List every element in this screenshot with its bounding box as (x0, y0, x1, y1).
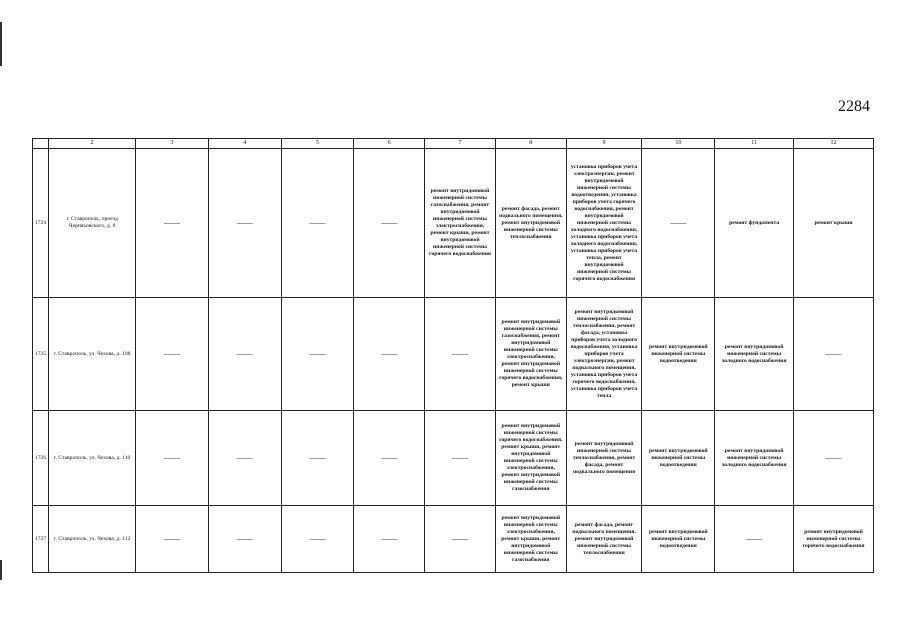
column-header: 2 (49, 139, 136, 149)
work-cell: ремонт внутридомовой инженерной системы холодного водоснабжения (715, 411, 794, 506)
address-cell: г. Ставрополь, проезд Черняховского, д. 8 (49, 149, 136, 298)
dash-cell (354, 298, 425, 411)
column-header: 5 (281, 139, 354, 149)
dash-mark: —— (163, 452, 180, 462)
column-header: 12 (794, 139, 874, 149)
column-header: 10 (642, 139, 715, 149)
dash-mark: —— (163, 533, 180, 543)
dash-cell (354, 506, 425, 573)
column-header: 4 (208, 139, 281, 149)
dash-cell (208, 411, 281, 506)
row-number: 1724 (33, 149, 49, 298)
column-header: 7 (425, 139, 496, 149)
dash-cell (281, 298, 354, 411)
column-number-row (33, 139, 874, 149)
dash-cell (281, 411, 354, 506)
column-header: 8 (495, 139, 566, 149)
address-cell: г. Ставрополь, ул. Чехова, д. 110 (49, 411, 136, 506)
dash-cell (715, 506, 794, 573)
work-cell: ремонт внутридомовой инженерной системы горячего водоснабжения, ремонт крыши, ремонт внутридомовой инженерной системы электроснабжения, ремонт внутридомовой инженерной системы газоснабжения (495, 411, 566, 506)
table-row (33, 411, 874, 506)
dash-cell (425, 411, 496, 506)
dash-mark: —— (452, 348, 469, 358)
dash-cell (136, 411, 209, 506)
scan-edge-mark (0, 560, 2, 580)
dash-cell (136, 149, 209, 298)
dash-mark: —— (236, 533, 253, 543)
row-number: 1726 (33, 411, 49, 506)
work-cell: ремонт крыши (794, 149, 874, 298)
work-cell: ремонт фундамента (715, 149, 794, 298)
dash-cell (354, 411, 425, 506)
dash-mark: —— (452, 533, 469, 543)
dash-mark: —— (452, 452, 469, 462)
dash-cell (794, 411, 874, 506)
dash-mark: —— (746, 533, 763, 543)
dash-mark: —— (825, 452, 842, 462)
address-cell: г. Ставрополь, ул. Чехова, д. 112 (49, 506, 136, 573)
dash-mark: —— (309, 533, 326, 543)
dash-mark: —— (381, 533, 398, 543)
dash-mark: —— (670, 217, 687, 227)
dash-cell (208, 298, 281, 411)
page-number: 2284 (838, 98, 870, 115)
dash-cell (208, 149, 281, 298)
column-header (33, 139, 49, 149)
dash-mark: —— (236, 348, 253, 358)
work-cell: установка приборов учета электроэнергии, ремонт внутридомовой инженерной системы водоотведения, установка приборов учета горячего водоснабжения, ремонт внутридомовой инженерной системы холодного водоснабжения, установка приборов учета холодного водоснабжения, установка приборов учета тепла, ремонт внутридомовой инженерной системы горячего водоснабжения (566, 149, 642, 298)
dash-cell (136, 506, 209, 573)
dash-mark: —— (163, 217, 180, 227)
dash-mark: —— (381, 217, 398, 227)
dash-cell (281, 149, 354, 298)
dash-cell (794, 298, 874, 411)
dash-mark: —— (381, 348, 398, 358)
dash-mark: —— (309, 217, 326, 227)
dash-cell (136, 298, 209, 411)
table-row (33, 149, 874, 298)
table-row (33, 298, 874, 411)
dash-mark: —— (381, 452, 398, 462)
dash-cell (642, 149, 715, 298)
work-cell: ремонт внутридомовой инженерной системы электроснабжения, ремонт крыши, ремонт внутридомовой инженерной системы газоснабжения (495, 506, 566, 573)
dash-mark: —— (309, 348, 326, 358)
scan-edge-mark (0, 22, 2, 66)
work-cell: ремонт внутридомовой инженерной системы водоотведения (642, 411, 715, 506)
repair-schedule-table (32, 138, 874, 573)
work-cell: ремонт внутридомовой инженерной системы холодного водоснабжения (715, 298, 794, 411)
work-cell: ремонт внутридомовой инженерной системы водоотведения (642, 298, 715, 411)
dash-mark: —— (236, 452, 253, 462)
dash-cell (281, 506, 354, 573)
address-cell: г. Ставрополь, ул. Чехова, д. 108 (49, 298, 136, 411)
dash-mark: —— (236, 217, 253, 227)
dash-mark: —— (825, 348, 842, 358)
work-cell: ремонт внутридомовой инженерной системы теплоснабжения, ремонт фасада, установка приборов учета холодного водоснабжения, установка приборов учета электроэнергии, ремонт подвального помещения, установка приборов учета горячего водоснабжения, установка приборов учета тепла (566, 298, 642, 411)
column-header: 11 (715, 139, 794, 149)
work-cell: ремонт внутридомовой инженерной системы теплоснабжения, ремонт фасада, ремонт подвального помещения (566, 411, 642, 506)
dash-cell (208, 506, 281, 573)
work-cell: ремонт внутридомовой инженерной системы газоснабжения, ремонт внутридомовой инженерной системы электроснабжения, ремонт внутридомовой инженерной системы горячего водоснабжения, ремонт крыши (495, 298, 566, 411)
row-number: 1725 (33, 298, 49, 411)
dash-mark: —— (309, 452, 326, 462)
work-cell: ремонт внутридомовой инженерной системы газоснабжения, ремонт внутридомовой инженерной системы электроснабжения, ремонт крыши, ремонт внутридомовой инженерной системы горячего водоснабжения (425, 149, 496, 298)
work-cell: ремонт фасада, ремонт подвального помещения, ремонт внутридомовой инженерной системы теплоснабжения (566, 506, 642, 573)
dash-cell (354, 149, 425, 298)
column-header: 6 (354, 139, 425, 149)
row-number: 1727 (33, 506, 49, 573)
column-header: 3 (136, 139, 209, 149)
work-cell: ремонт фасада, ремонт подвального помещения, ремонт внутридомовой инженерной системы теплоснабжения (495, 149, 566, 298)
dash-mark: —— (163, 348, 180, 358)
work-cell: ремонт внутридомовой инженерной системы горячего водоснабжения (794, 506, 874, 573)
work-cell: ремонт внутридомовой инженерной системы водоотведения (642, 506, 715, 573)
column-header: 9 (566, 139, 642, 149)
dash-cell (425, 298, 496, 411)
table-row (33, 506, 874, 573)
dash-cell (425, 506, 496, 573)
